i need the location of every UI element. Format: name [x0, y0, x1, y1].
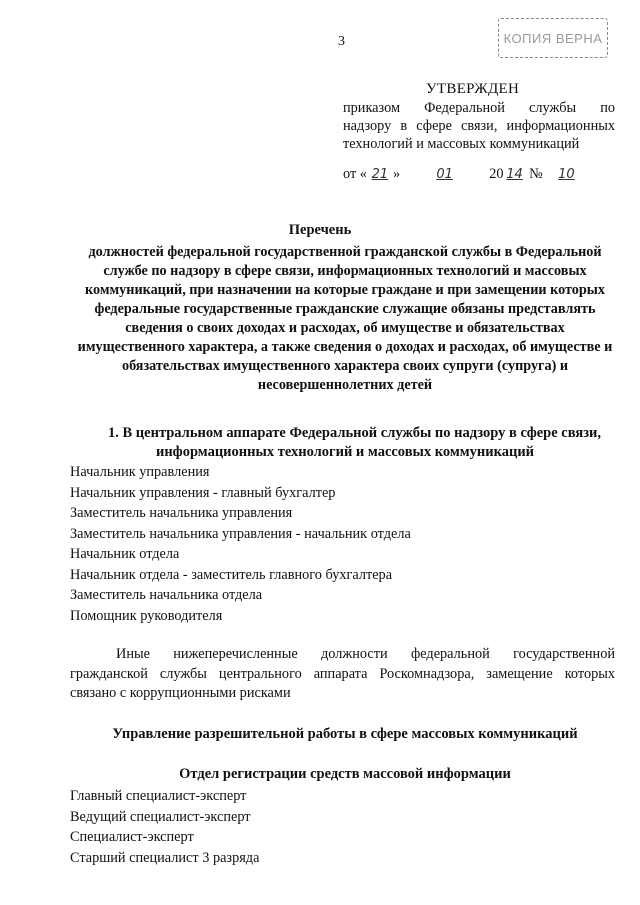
number-label: № [529, 166, 543, 182]
subtitle-line: сведения о своих доходах и расходах, об имуществе и обязательствах [125, 320, 565, 336]
list-item: Начальник отдела - заместитель главного бухгалтера [70, 566, 393, 583]
list-item: Главный специалист-эксперт [70, 788, 247, 804]
list-item: Старший специалист 3 разряда [70, 849, 260, 866]
approval-line: приказом Федеральной службы по [343, 100, 615, 116]
date-day: 21 [371, 167, 389, 182]
subtitle-line: службе по надзору в сфере связи, информационных технологий и массовых [103, 263, 587, 279]
subdepartment-heading: Отдел регистрации средств массовой информации [179, 766, 511, 782]
paragraph-line: связано с коррупционными рисками [70, 685, 291, 701]
list-item: Заместитель начальника отдела [70, 587, 263, 603]
list-title: Перечень [288, 222, 352, 238]
list-item: Заместитель начальника управления - начальник отдела [70, 525, 411, 542]
list-item: Заместитель начальника управления [70, 505, 293, 521]
subtitle-line: федеральные государственные гражданские служащие обязаны представлять [94, 301, 596, 317]
date-year: 14 [506, 167, 523, 182]
list-item: Начальник управления [70, 464, 210, 480]
paragraph-line: гражданской службы центрального аппарата Роскомнадзора, замещение которых [70, 665, 615, 682]
subtitle-line: имущественного характера, а также сведения о доходах и расходах, об имуществе и [77, 339, 613, 355]
date-month: 01 [436, 167, 453, 182]
list-item: Начальник отдела [70, 546, 180, 562]
section-heading-line: 1. В центральном аппарате Федеральной службы по надзору в сфере связи, [108, 425, 602, 441]
approval-title: УТВЕРЖДЕН [426, 81, 520, 97]
list-subtitle [70, 243, 620, 395]
list-item: Специалист-эксперт [70, 829, 194, 845]
order-number: 10 [558, 167, 575, 182]
list-item: Ведущий специалист-эксперт [70, 808, 251, 825]
positions-list [70, 462, 411, 626]
subtitle-line: коммуникаций, при назначении на которые граждане и при замещении которых [85, 282, 605, 298]
page-number: 3 [338, 34, 345, 49]
approval-text [343, 99, 615, 153]
paragraph-line: Иные нижеперечисленные должности федеральной государственной [116, 646, 615, 662]
list-item: Начальник управления - главный бухгалтер [70, 484, 336, 501]
subtitle-line: обязательствах имущественного характера своих супруги (супруга) и [121, 358, 569, 374]
section-heading-line: информационных технологий и массовых коммуникаций [155, 444, 535, 460]
approval-line: технологий и массовых коммуникаций [343, 136, 580, 152]
approval-line: надзору в сфере связи, информационных [343, 118, 615, 134]
corruption-risk-paragraph [70, 645, 615, 704]
department-heading: Управление разрешительной работы в сфере массовых коммуникаций [112, 726, 578, 742]
date-prefix: от « [343, 166, 367, 182]
list-item: Помощник руководителя [70, 607, 223, 624]
approval-date [343, 166, 586, 183]
year-prefix: 20 [489, 166, 504, 182]
copy-stamp: КОПИЯ ВЕРНА [498, 18, 608, 58]
subtitle-line: должностей федеральной государственной гражданской службы в Федеральной [88, 244, 602, 260]
subtitle-line: несовершеннолетних детей [257, 377, 433, 393]
section-1-heading [70, 424, 620, 462]
specialists-list [70, 786, 259, 868]
date-mid: » [392, 166, 401, 182]
